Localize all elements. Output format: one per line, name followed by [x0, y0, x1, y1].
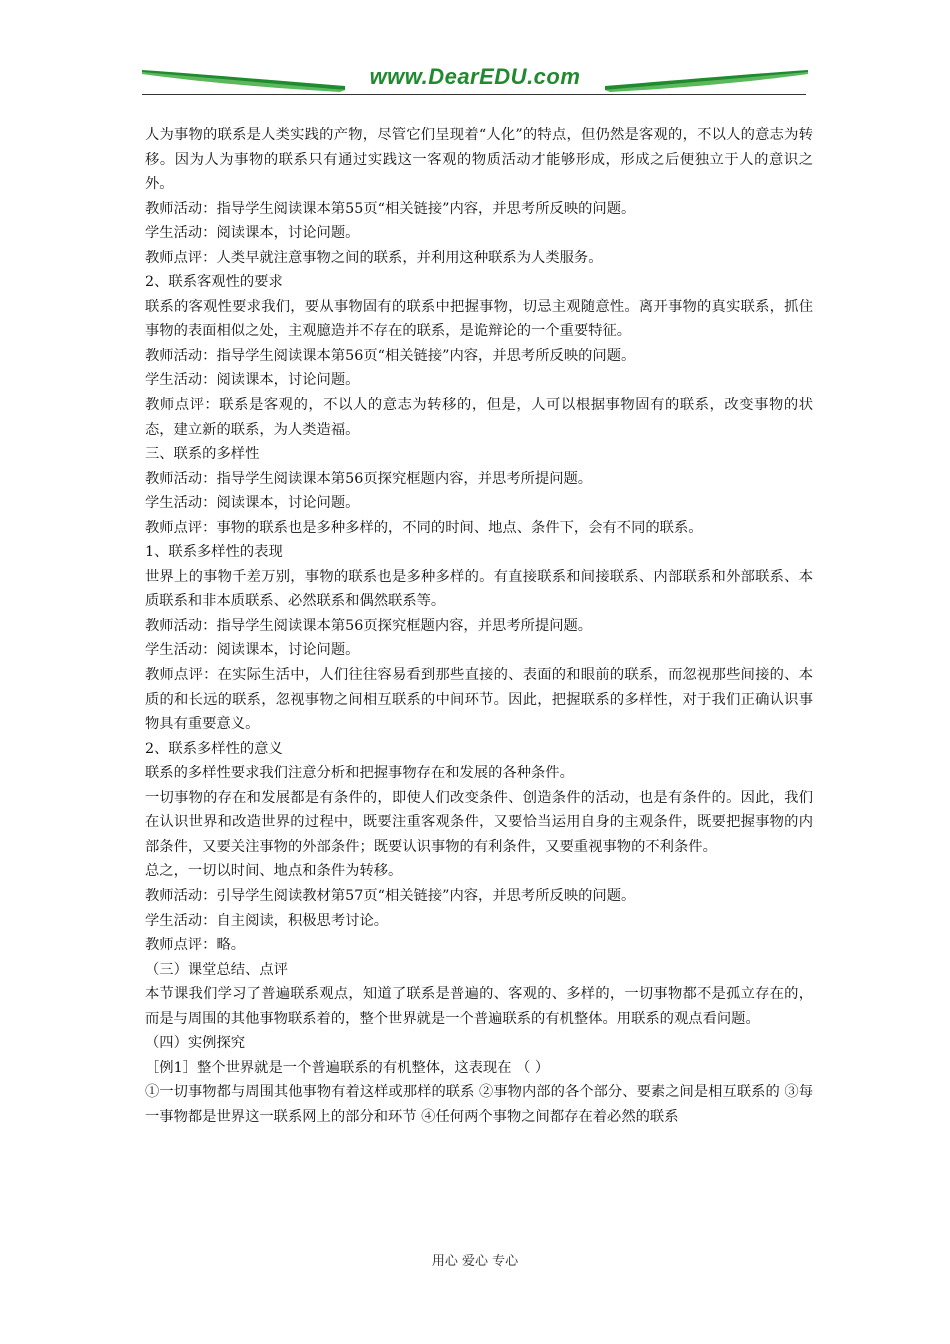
paragraph: 教师点评：人类早就注意事物之间的联系，并利用这种联系为人类服务。 — [145, 249, 603, 266]
paragraph: （三）课堂总结、点评 — [145, 961, 288, 978]
paragraph: 教师点评：略。 — [145, 937, 246, 954]
paragraph: 教师活动：指导学生阅读课本第56页“相关链接”内容，并思考所反映的问题。 — [145, 347, 636, 364]
paragraph: 1、联系多样性的表现 — [145, 544, 283, 561]
paragraph: 三、联系的多样性 — [145, 446, 260, 463]
paragraph: 教师点评：联系是客观的，不以人的意志为转移的，但是，人可以根据事物固有的联系，改变事物的状态，建立新的联系，为人类造福。 — [145, 397, 813, 438]
paragraph: 学生活动：自主阅读，积极思考讨论。 — [145, 912, 389, 929]
paragraph: 2、联系客观性的要求 — [145, 274, 283, 291]
paragraph: 2、联系多样性的意义 — [145, 740, 283, 757]
page-footer: 用心 爱心 专心 — [431, 1254, 519, 1269]
paragraph: 教师点评：事物的联系也是多种多样的，不同的时间、地点、条件下，会有不同的联系。 — [145, 519, 703, 536]
paragraph: （四）实例探究 — [145, 1035, 246, 1052]
paragraph: 学生活动：阅读课本，讨论问题。 — [145, 372, 360, 389]
site-name: www.DearEDU.com — [369, 64, 581, 89]
paragraph: 学生活动：阅读课本，讨论问题。 — [145, 495, 360, 512]
paragraph: 教师活动：指导学生阅读课本第55页“相关链接”内容，并思考所反映的问题。 — [145, 200, 636, 217]
paragraph: 人为事物的联系是人类实践的产物，尽管它们呈现着“人化”的特点，但仍然是客观的，不以人的意志为转移。因为人为事物的联系只有通过实践这一客观的物质活动才能够形成，形成之后便独立于人的意识之外。 — [145, 127, 813, 193]
paragraph: 世界上的事物千差万别，事物的联系也是多种多样的。有直接联系和间接联系、内部联系和外部联系、本质联系和非本质联系、必然联系和偶然联系等。 — [145, 568, 813, 610]
paragraph: 总之，一切以时间、地点和条件为转移。 — [145, 863, 403, 880]
document-body — [145, 123, 813, 1129]
paragraph: 教师活动：指导学生阅读课本第56页探究框题内容，并思考所提问题。 — [145, 617, 593, 634]
paragraph: 一切事物的存在和发展都是有条件的，即使人们改变条件、创造条件的活动，也是有条件的。因此，我们在认识世界和改造世界的过程中，既要注重客观条件，又要恰当运用自身的主观条件，既要把握事物的内部条件，又要关注事物的外部条件；既要认识事物的有利条件，又要重视事物的不利条件。 — [145, 789, 813, 855]
paragraph: 联系的多样性要求我们注意分析和把握事物存在和发展的各种条件。 — [145, 765, 574, 782]
paragraph: 联系的客观性要求我们，要从事物固有的联系中把握事物，切忌主观随意性。离开事物的真实联系，抓住事物的表面相似之处，主观臆造并不存在的联系，是诡辩论的一个重要特征。 — [145, 298, 813, 340]
paragraph: 教师点评：在实际生活中，人们往往容易看到那些直接的、表面的和眼前的联系，而忽视那些间接的、本质的和长远的联系，忽视事物之间相互联系的中间环节。因此，把握联系的多样性，对于我们正确认识事物具有重要意义。 — [145, 667, 813, 733]
paragraph: ［例1］整个世界就是一个普遍联系的有机整体，这表现在 （ ） — [145, 1059, 550, 1076]
paragraph: 学生活动：阅读课本，讨论问题。 — [145, 642, 360, 659]
paragraph: 学生活动：阅读课本，讨论问题。 — [145, 225, 360, 242]
header-divider — [142, 94, 806, 95]
paragraph: 教师活动：引导学生阅读教材第57页“相关链接”内容，并思考所反映的问题。 — [145, 887, 636, 904]
paragraph: ①一切事物都与周围其他事物有着这样或那样的联系 ②事物内部的各个部分、要素之间是相互联系的 ③每一事物都是世界这一联系网上的部分和环节 ④任何两个事物之间都存在着必然的联系 — [145, 1084, 813, 1125]
paragraph: 教师活动：指导学生阅读课本第56页探究框题内容，并思考所提问题。 — [145, 470, 593, 487]
paragraph: 本节课我们学习了普遍联系观点，知道了联系是普遍的、客观的、多样的，一切事物都不是孤立存在的，而是与周围的其他事物联系着的，整个世界就是一个普遍联系的有机整体。用联系的观点看问题。 — [145, 986, 813, 1027]
